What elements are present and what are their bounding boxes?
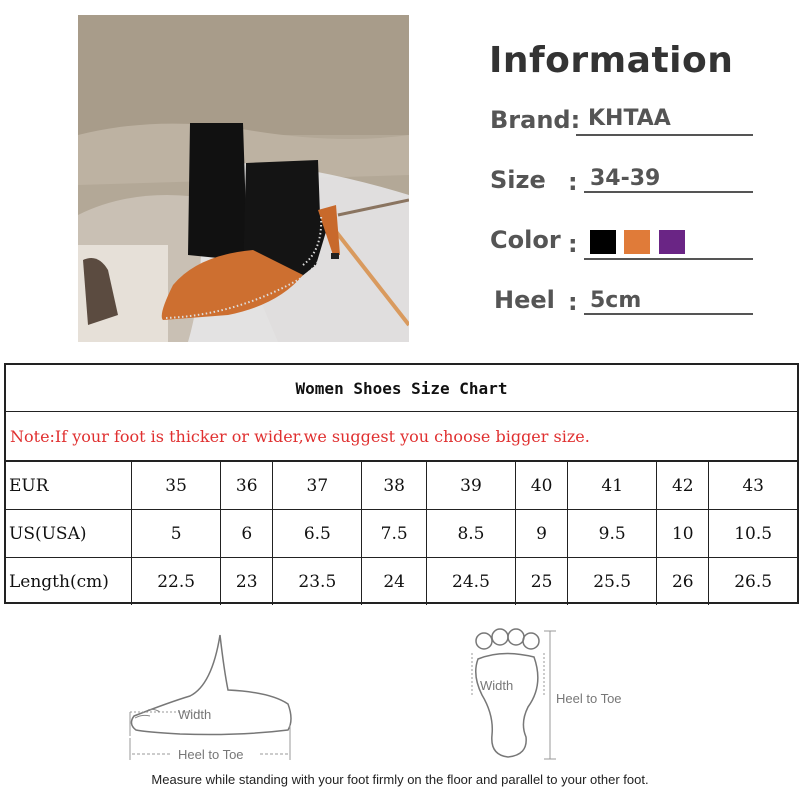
size-cell: 6: [221, 510, 273, 558]
brand-label: Brand:: [490, 106, 581, 134]
color-underline: [584, 258, 753, 260]
size-cell: 43: [709, 462, 797, 510]
size-cell: 40: [516, 462, 568, 510]
measure-instructions: Measure while standing with your foot firmly on the floor and parallel to your other foot.: [151, 772, 649, 787]
size-table-row: [6, 510, 797, 558]
size-row-label: EUR: [6, 462, 132, 510]
size-table-row: [6, 558, 797, 606]
heel-label: Heel: [494, 286, 555, 314]
brand-underline: [576, 134, 753, 136]
size-cell: 9: [516, 510, 568, 558]
side-foot-diagram: [120, 630, 310, 765]
size-row-label: US(USA): [6, 510, 132, 558]
side-width-label: Width: [178, 707, 212, 722]
size-underline: [584, 191, 753, 193]
size-table-row: [6, 462, 797, 510]
top-foot-outline: [476, 653, 538, 757]
size-cell: 36: [221, 462, 273, 510]
heel-value: 5cm: [590, 288, 642, 313]
size-cell: 10.5: [709, 510, 797, 558]
size-cell: 7.5: [362, 510, 426, 558]
size-value: 34-39: [590, 166, 661, 191]
size-cell: 25: [516, 558, 568, 606]
size-cell: 39: [426, 462, 515, 510]
size-cell: 24.5: [426, 558, 515, 606]
size-cell: 26.5: [709, 558, 797, 606]
color-colon: :: [568, 230, 578, 258]
top-foot-diagram: [462, 625, 642, 765]
heel-underline: [584, 313, 753, 315]
size-cell: 42: [657, 462, 709, 510]
size-cell: 23: [221, 558, 273, 606]
toe-3: [508, 629, 524, 645]
size-cell: 26: [657, 558, 709, 606]
color-label: Color: [490, 226, 561, 254]
product-photo-illustration: [78, 15, 409, 342]
toe-4: [523, 633, 539, 649]
color-swatch-black: [590, 230, 616, 254]
size-cell: 5: [132, 510, 221, 558]
color-swatch-orange: [624, 230, 650, 254]
size-row-label: Length(cm): [6, 558, 132, 606]
size-cell: 22.5: [132, 558, 221, 606]
size-cell: 8.5: [426, 510, 515, 558]
product-photo: [78, 15, 409, 342]
size-chart-note: Note:If your foot is thicker or wider,we suggest you choose bigger size.: [6, 412, 797, 462]
brand-value: KHTAA: [588, 106, 671, 131]
size-cell: 37: [273, 462, 362, 510]
color-swatch-purple: [659, 230, 685, 254]
size-table: [6, 462, 797, 605]
size-cell: 23.5: [273, 558, 362, 606]
size-cell: 9.5: [568, 510, 657, 558]
heel-colon: :: [568, 288, 578, 316]
info-title: Information: [489, 40, 734, 81]
toe-2: [492, 629, 508, 645]
side-length-label: Heel to Toe: [178, 747, 244, 762]
size-colon: :: [568, 168, 578, 196]
size-cell: 10: [657, 510, 709, 558]
toe-1: [476, 633, 492, 649]
top-length-label: Heel to Toe: [556, 691, 622, 706]
size-cell: 24: [362, 558, 426, 606]
size-label: Size: [490, 166, 546, 194]
size-cell: 38: [362, 462, 426, 510]
size-cell: 6.5: [273, 510, 362, 558]
top-width-label: Width: [480, 678, 514, 693]
size-cell: 25.5: [568, 558, 657, 606]
size-cell: 35: [132, 462, 221, 510]
size-cell: 41: [568, 462, 657, 510]
size-chart: [4, 363, 799, 604]
size-chart-title: Women Shoes Size Chart: [6, 365, 797, 412]
